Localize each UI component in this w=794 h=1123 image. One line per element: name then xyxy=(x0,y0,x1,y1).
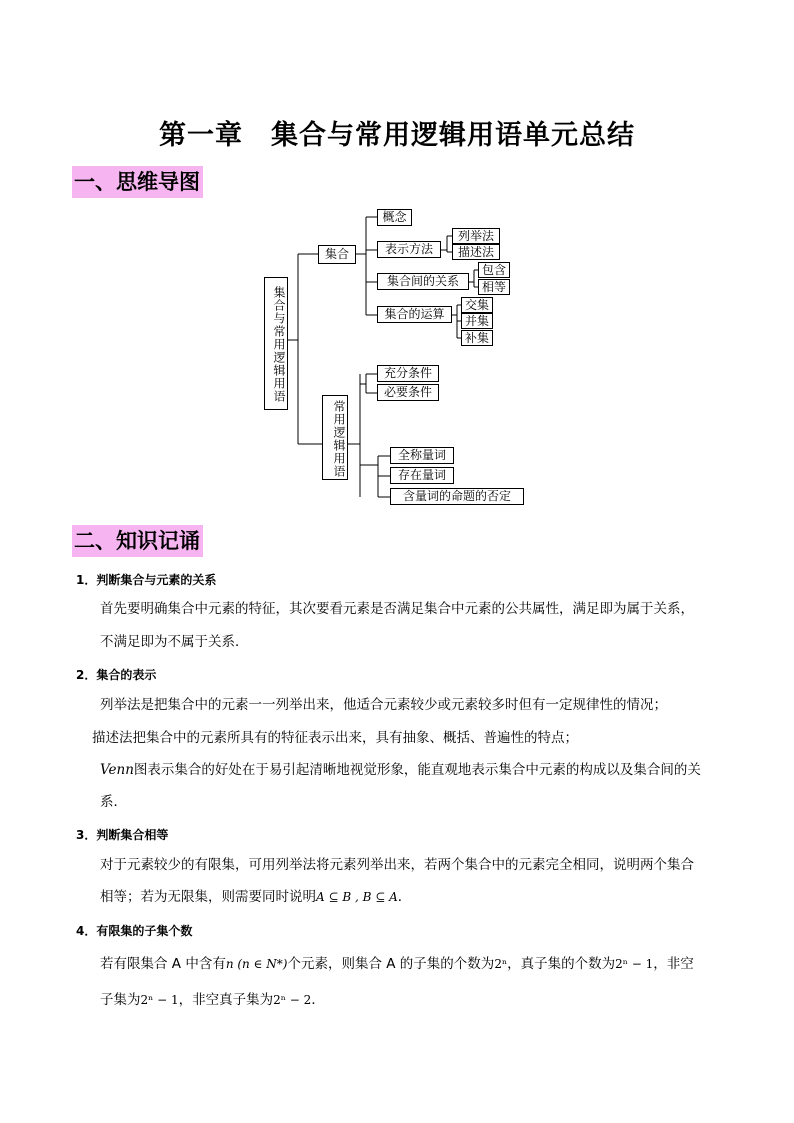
mindmap-node-sufficient: 充分条件 xyxy=(377,365,439,382)
page-title: 第一章 集合与常用逻辑用语单元总结 xyxy=(159,120,635,151)
mindmap-root: 集合与常用逻辑用语 xyxy=(264,277,288,410)
item4-text-a: 若有限集合 A 中含有 xyxy=(100,956,226,972)
mindmap-node-universal: 全称量词 xyxy=(390,447,454,464)
mindmap-node-relations: 集合间的关系 xyxy=(377,273,469,290)
mindmap-node-operations: 集合的运算 xyxy=(377,306,452,323)
mindmap-node-existential: 存在量词 xyxy=(390,467,454,484)
nonempty-proper-subset-math: 2ⁿ − 2 xyxy=(273,993,312,1007)
item3-line2-text: 相等；若为无限集，则需要同时说明 xyxy=(100,889,316,905)
mindmap-node-representation: 表示方法 xyxy=(377,241,441,258)
mindmap-node-intersection: 交集 xyxy=(461,297,493,313)
item-heading-1: 1．判断集合与元素的关系 xyxy=(76,573,217,587)
mindmap-node-union: 并集 xyxy=(461,313,493,329)
section-heading-mindmap: 一、思维导图 xyxy=(72,166,203,198)
mindmap-node-inclusion: 包含 xyxy=(478,262,510,278)
item4-text-g: ． xyxy=(311,992,325,1008)
item4-line2 xyxy=(100,993,325,1008)
mindmap-connectors xyxy=(0,0,794,520)
item3-line2-end: ． xyxy=(397,889,412,905)
mindmap-node-necessary: 必要条件 xyxy=(377,384,439,401)
mindmap-node-logic: 常用逻辑用语 xyxy=(322,395,348,480)
subset-math: A ⊆ B , B ⊆ A xyxy=(316,890,398,904)
item-heading-3: 3．判断集合相等 xyxy=(76,828,169,842)
item4-text-b: 个元素，则集合 A 的子集的个数为 xyxy=(287,956,495,972)
mindmap-node-set: 集合 xyxy=(318,245,356,264)
nonempty-subset-math: 2ⁿ − 1 xyxy=(140,993,179,1007)
item-heading-4: 4．有限集的子集个数 xyxy=(76,924,193,938)
mindmap-node-enumeration: 列举法 xyxy=(452,228,500,244)
item3-line1: 对于元素较少的有限集，可用列举法将元素列举出来，若两个集合中的元素完全相同，说明两个集合 xyxy=(100,857,694,873)
mindmap-node-equality: 相等 xyxy=(478,279,510,295)
item2-line1: 列举法是把集合中的元素一一列举出来，他适合元素较少或元素较多时但有一定规律性的情况； xyxy=(100,697,667,713)
mindmap-node-concept: 概念 xyxy=(377,209,412,226)
item4-text-c: ，真子集的个数为 xyxy=(507,956,616,972)
item2-line3 xyxy=(100,763,701,778)
mindmap-node-description: 描述法 xyxy=(452,244,500,260)
item1-line1: 首先要明确集合中元素的特征，其次要看元素是否满足集合中元素的公共属性，满足即为属于关系， xyxy=(100,601,694,617)
item4-text-e: 子集为 xyxy=(100,992,141,1008)
mindmap-node-negation: 含量词的命题的否定 xyxy=(390,488,524,505)
item-heading-2: 2．集合的表示 xyxy=(76,668,157,682)
proper-subset-count-math: 2ⁿ − 1 xyxy=(615,957,654,971)
item3-line2 xyxy=(100,890,411,905)
subset-count-math: 2ⁿ xyxy=(494,957,508,971)
venn-math: Venn xyxy=(100,762,134,778)
item4-text-d: ，非空 xyxy=(653,956,694,972)
section-heading-knowledge: 二、知识记诵 xyxy=(72,525,203,557)
mindmap-node-complement: 补集 xyxy=(461,330,493,346)
item2-line4: 系． xyxy=(100,794,127,810)
item4-line1 xyxy=(100,957,694,972)
item2-line2: 描述法把集合中的元素所具有的特征表示出来，具有抽象、概括、普遍性的特点； xyxy=(92,730,578,746)
item2-line3-text: 图表示集合的好处在于易引起清晰地视觉形象，能直观地表示集合中元素的构成以及集合间的关 xyxy=(133,762,701,778)
item4-text-f: ，非空真子集为 xyxy=(178,992,274,1008)
n-math: n (n ∈ N*) xyxy=(225,957,288,971)
item1-line2: 不满足即为不属于关系． xyxy=(100,634,249,650)
